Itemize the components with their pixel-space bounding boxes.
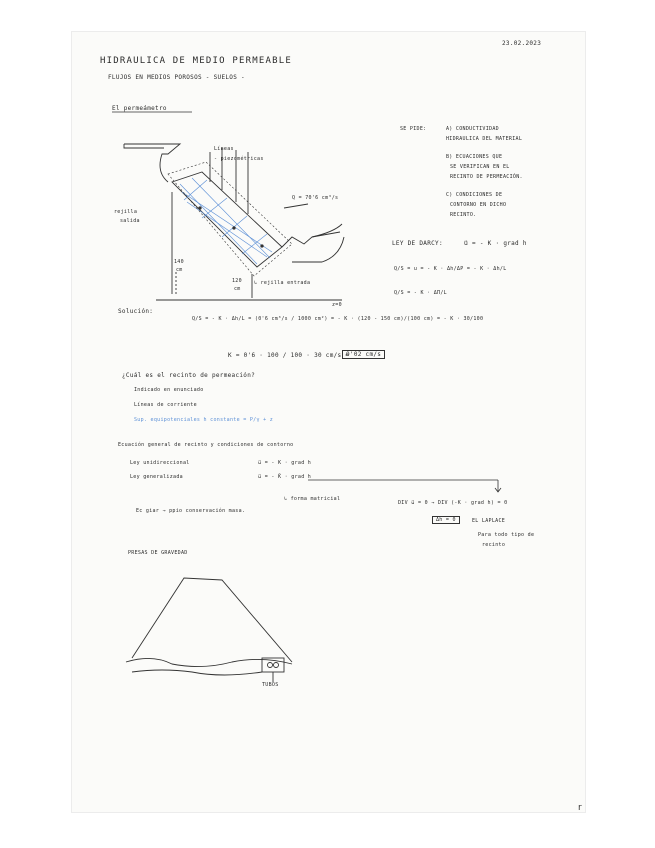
- se-pide-heading: SE PIDE:: [400, 126, 427, 132]
- gen-eq: u⃗ = - K̄ · grad h: [258, 474, 312, 480]
- laplace-text: EL LAPLACE: [472, 518, 506, 524]
- se-pide-c3: RECINTO.: [450, 212, 477, 218]
- solucion-eq: Q/S = - K · Δh/L = (0'6 cm³/s / 1000 cm²) = - K · (120 - 150 cm)/(100 cm) = - K · 30/100: [192, 316, 484, 322]
- recinto-line2: Líneas de corriente: [134, 402, 197, 408]
- cota-label: 140: [174, 259, 184, 265]
- se-pide-c2: CONTORNO EN DICHO: [450, 202, 507, 208]
- date-stamp: 23.02.2023: [502, 40, 542, 47]
- gen-label: Ley generalizada: [130, 474, 183, 480]
- se-pide-b3: RECINTO DE PERMEACIÓN.: [450, 174, 523, 180]
- rejilla-salida-1: rejilla: [114, 209, 138, 215]
- presas-heading: PRESAS DE GRAVEDAD: [128, 550, 188, 556]
- recinto-line1: Indicado en enunciado: [134, 387, 204, 393]
- recinto-question: ¿Cuál es el recinto de permeación?: [122, 372, 256, 379]
- darcy-eq2: Q/S = u = - K · Δh/ΔP = - K · Δh/L: [394, 266, 507, 272]
- ec-general-heading: Ecuación general de recinto y condiciones de contorno: [118, 442, 294, 448]
- se-pide-a1: A) CONDUCTIVIDAD: [446, 126, 499, 132]
- uni-label: Ley unidireccional: [130, 460, 190, 466]
- se-pide-b2: SE VERIFICAN EN EL: [450, 164, 510, 170]
- darcy-eq3: Q/S = - K · ΔΠ/L: [394, 290, 447, 296]
- se-pide-b1: B) ECUACIONES QUE: [446, 154, 503, 160]
- recinto-line3: Sup. equipotenciales h constante = P/γ + z: [134, 417, 274, 423]
- laplace-note-1: Para todo tipo de: [478, 532, 535, 538]
- solucion-label: Solución:: [118, 308, 154, 315]
- gravity-dam-sketch: [126, 578, 292, 682]
- piezometricas-label: - piezométricas: [214, 156, 264, 162]
- flow-label: Q = 70'6 cm³/s: [292, 195, 339, 201]
- tubo-label: TUBOS: [262, 682, 279, 688]
- corner-mark: r: [578, 803, 582, 813]
- matrix-note: ↳ forma matricial: [284, 496, 341, 502]
- datum-label: z=0: [332, 302, 342, 308]
- cota-unit: cm: [176, 267, 183, 273]
- section-title: El permeámetro: [112, 105, 167, 112]
- se-pide-a2: HIDRAULICA DEL MATERIAL: [446, 136, 523, 142]
- darcy-label: LEY DE DARCY:: [392, 240, 443, 247]
- lower-label: 120: [232, 278, 242, 284]
- se-pide-c1: C) CONDICIONES DE: [446, 192, 503, 198]
- laplace-box: Δh = 0: [432, 516, 460, 524]
- permeameter-diagram: [124, 144, 344, 300]
- laplace-note-2: recinto: [482, 542, 506, 548]
- uni-eq: u⃗ = - K · grad h: [258, 460, 312, 466]
- notebook-page: [72, 32, 585, 812]
- div-equation: DIV u⃗ = 0 → DIV (-K · grad h) = 0: [398, 500, 508, 506]
- page-title: HIDRAULICA DE MEDIO PERMEABLE: [100, 56, 292, 66]
- page-subtitle: FLUJOS EN MEDIOS POROSOS - SUELOS -: [108, 74, 245, 81]
- k-equation: K = 0'6 · 100 / 100 · 30 cm/s =: [228, 352, 350, 359]
- rejilla-entrada: ↳ rejilla entrada: [254, 280, 311, 286]
- rejilla-salida-2: salida: [120, 218, 140, 224]
- lower-unit: cm: [234, 286, 241, 292]
- darcy-eq1: u⃗ = - K · grad h: [464, 240, 527, 247]
- lineas-label: Líneas: [214, 146, 234, 152]
- k-result-box: 0'02 cm/s: [342, 350, 385, 359]
- ec-giar: Ec giar → ppio conservación masa.: [136, 508, 246, 514]
